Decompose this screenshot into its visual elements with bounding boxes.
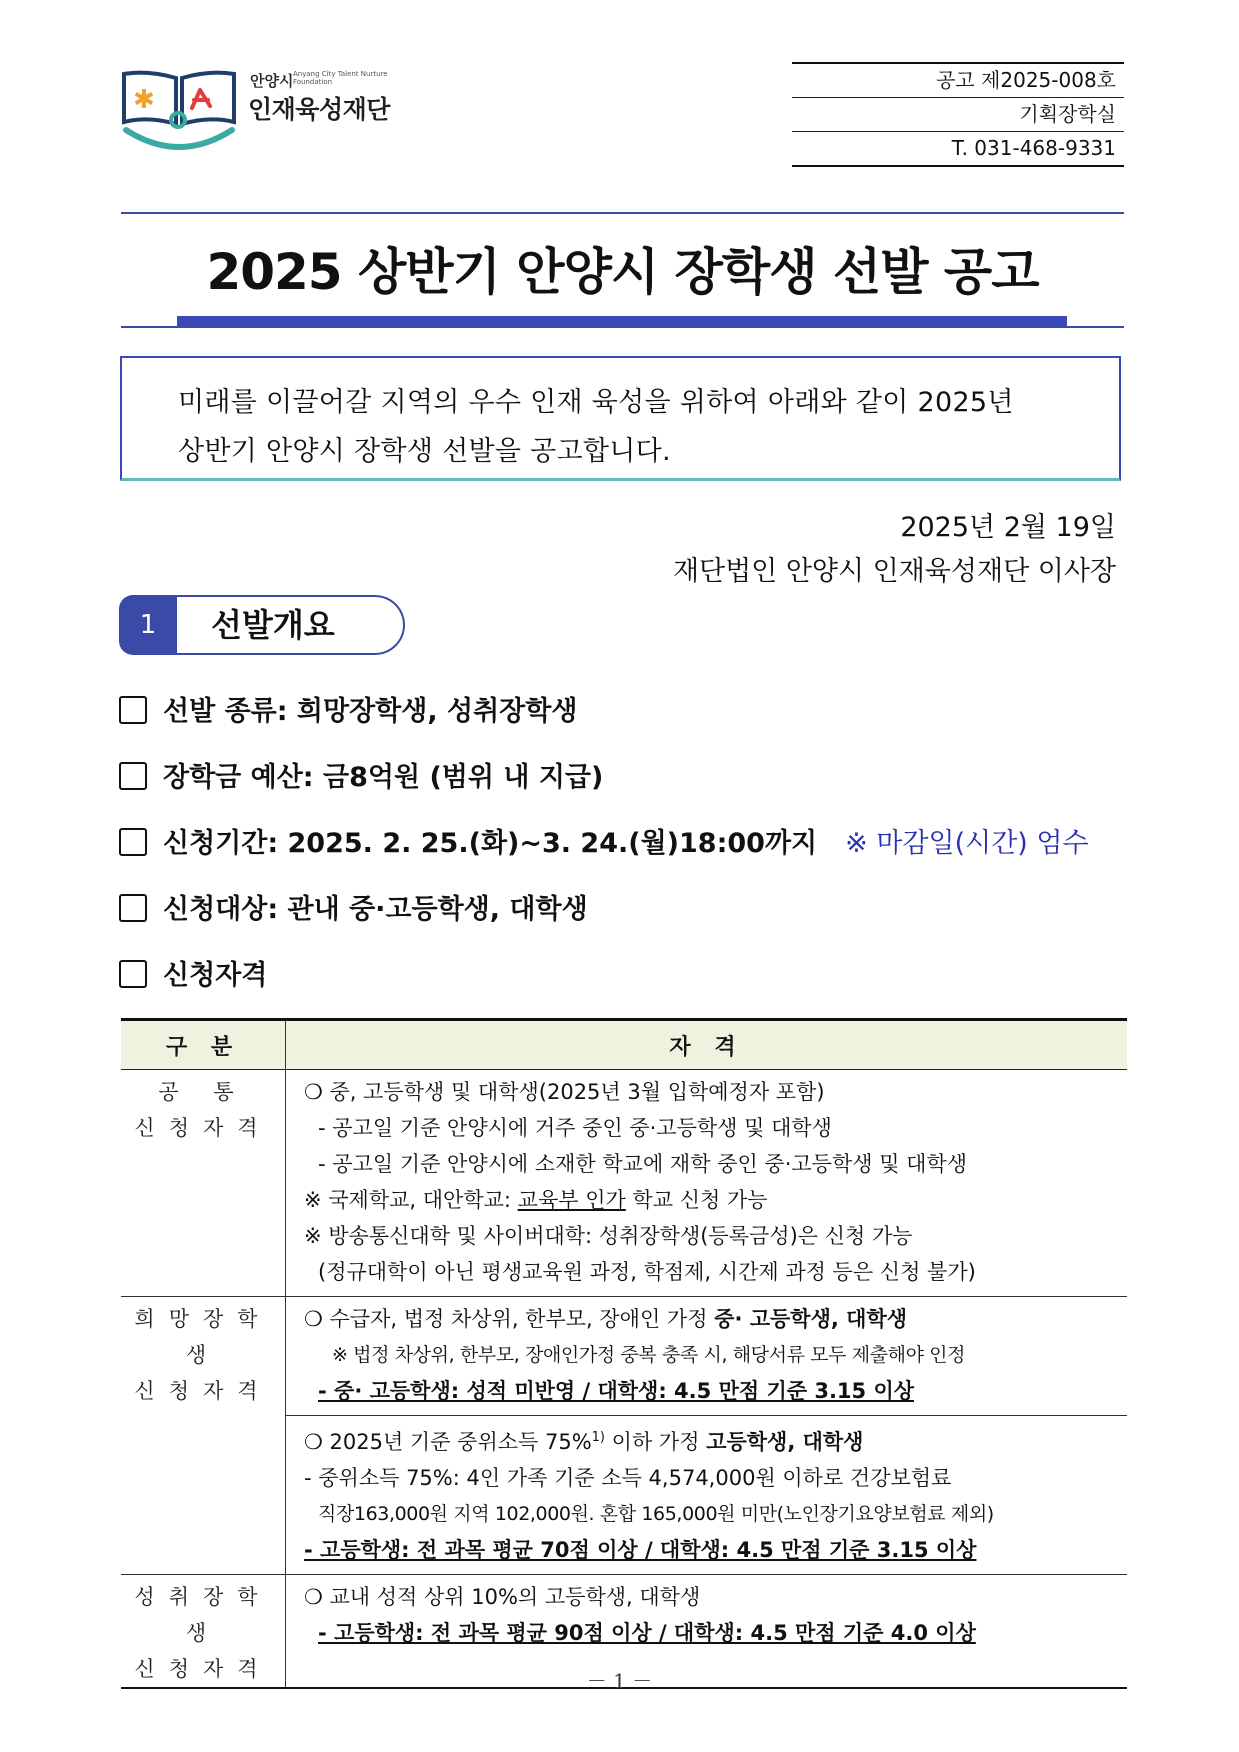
intro-box — [120, 356, 1121, 481]
qualification-achieve: ❍ 교내 성적 상위 10%의 고등학생, 대학생 - 고등학생: 전 과목 평균 90점 이상 / 대학생: 4.5 만점 기준 4.0 이상 — [286, 1575, 1128, 1689]
table-header-row — [121, 1020, 1127, 1070]
page-number: － 1 － — [586, 1669, 653, 1693]
qualification-table — [121, 1018, 1127, 1689]
table-header-category: 구 분 — [121, 1020, 286, 1070]
checkbox-square-icon — [119, 894, 147, 922]
bullet-qualifications — [119, 958, 267, 994]
bullet-text: 신청자격 — [163, 960, 268, 991]
bullet-application-period — [119, 826, 1089, 862]
category-common: 공 통 신청자격 — [121, 1070, 286, 1297]
bullet-text: 신청대상: 관내 중·고등학생, 대학생 — [163, 894, 588, 925]
section-number: 1 — [119, 595, 177, 655]
table-row-hope-a — [121, 1297, 1127, 1416]
checkbox-square-icon — [119, 696, 147, 724]
notice-info-box — [792, 62, 1124, 167]
qualification-hope-a: ❍ 수급자, 법정 차상위, 한부모, 장애인 가정 중· 고등학생, 대학생 ※ 법정 차상위, 한부모, 장애인가정 중복 충족 시, 해당서류 모두 제출해야 인정 - 중· 고등학생: 성적 미반영 / 대학생: 4.5 만점 기준 3.15 이상 — [286, 1297, 1128, 1416]
intro-line-1: 미래를 이끌어갈 지역의 우수 인재 육성을 위하여 아래와 같이 2025년 — [178, 387, 1014, 418]
logo-english-name: Anyang City Talent Nurture Foundation — [293, 70, 388, 86]
intro-line-2: 상반기 안양시 장학생 선발을 공고합니다. — [178, 436, 671, 467]
category-achieve-scholar: 성취장학생 신청자격 — [121, 1575, 286, 1689]
notice-number: 공고 제2025-008호 — [936, 68, 1116, 92]
book-emblem-icon — [118, 68, 240, 158]
title-underline-bar — [177, 316, 1067, 326]
table-row-common — [121, 1070, 1127, 1297]
logo-foundation-name: 인재육성재단 — [248, 95, 390, 124]
foundation-logo — [118, 68, 398, 158]
bullet-budget — [119, 760, 603, 796]
section-title: 선발개요 — [211, 606, 335, 644]
page-title: 2025 상반기 안양시 장학생 선발 공고 — [206, 243, 1039, 301]
checkbox-square-icon — [119, 828, 147, 856]
bullet-eligible-applicants — [119, 892, 588, 928]
bullet-text: 선발 종류: 희망장학생, 성취장학생 — [163, 696, 578, 727]
qualification-hope-b: ❍ 2025년 기준 중위소득 75%$^{1)}$ 이하 가정 고등학생, 대학생 - 중위소득 75%: 4인 가족 기준 소득 4,574,000원 이하로 건강보험료 직장163,000원 지역 102,000원. 혼합 165,000원 미만(노인장기요양보험료 제외) - 고등학생: 전 과목 평균 70점 이상 / 대학생: 4.5 만점 기준 3.15 이상 — [286, 1416, 1128, 1575]
svg-text:✱: ✱ — [133, 85, 155, 115]
deadline-note: ※ 마감일(시간) 엄수 — [845, 828, 1089, 859]
intro-text — [178, 378, 1078, 476]
bullet-selection-type — [119, 694, 577, 730]
title-bottom-rule — [121, 326, 1124, 328]
section-header — [119, 595, 409, 655]
checkbox-square-icon — [119, 960, 147, 988]
bullet-text: 신청기간: 2025. 2. 25.(화)~3. 24.(월)18:00까지 — [163, 828, 818, 859]
notice-phone: T. 031-468-9331 — [951, 136, 1116, 160]
table-header-qualification: 자 격 — [286, 1020, 1128, 1070]
notice-date: 2025년 2월 19일 — [900, 512, 1116, 543]
category-hope-scholar: 희망장학생 신청자격 — [121, 1297, 286, 1575]
notice-department: 기획장학실 — [1019, 102, 1116, 126]
notice-issuer: 재단법인 안양시 인재육성재단 이사장 — [672, 556, 1116, 587]
bullet-text: 장학금 예산: 금8억원 (범위 내 지급) — [163, 762, 604, 793]
qualification-common: ❍ 중, 고등학생 및 대학생(2025년 3월 입학예정자 포함) - 공고일 기준 안양시에 거주 중인 중·고등학생 및 대학생 - 공고일 기준 안양시에 소재한 학교에 재학 중인 중·고등학생 및 대학생 ※ 국제학교, 대안학교: 교육부 인가 학교 신청 가능 ※ 방송통신대학 및 사이버대학: 성취장학생(등록금성)은 신청 가능 (정규대학이 아닌 평생교육원 과정, 학점제, 시간제 과정 등은 신청 불가) — [286, 1070, 1128, 1297]
logo-city-name: 안양시 — [250, 72, 294, 90]
title-top-rule — [121, 212, 1124, 214]
checkbox-square-icon — [119, 762, 147, 790]
